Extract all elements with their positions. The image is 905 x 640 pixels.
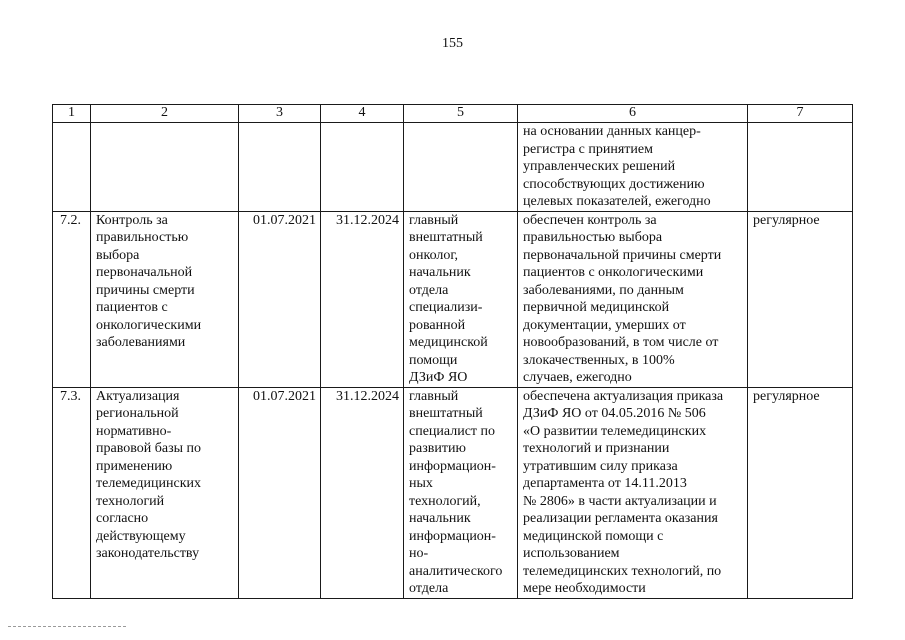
text-line: рованной: [409, 317, 466, 333]
text-line: ДЗиФ ЯО: [409, 370, 468, 385]
text-line: утратившим силу приказа: [523, 458, 678, 474]
type-cell: регулярное: [748, 211, 853, 387]
text-line: специализи-: [409, 300, 483, 315]
table-cell: [404, 123, 518, 212]
text-line: Актуализация: [96, 388, 180, 404]
end-date: 31.12.2024: [321, 211, 404, 387]
text-line: мере необходимости: [523, 581, 646, 596]
text-line: первичной медицинской: [523, 300, 670, 315]
text-line: причины смерти: [96, 282, 195, 298]
page-number: 155: [442, 36, 463, 51]
text-line: действующему: [96, 528, 186, 544]
table-cell: [239, 123, 321, 212]
result-cell: [518, 387, 748, 598]
text-line: № 2806» в части актуализации и: [523, 493, 717, 509]
table-row: [53, 211, 853, 387]
text-line: региональной: [96, 406, 179, 421]
text-line: на основании данных канцер-: [523, 124, 701, 139]
activity-name-cell: [91, 211, 239, 387]
text-line: онкологическими: [96, 317, 202, 333]
table-cell: [321, 123, 404, 212]
header-cell: 3: [239, 105, 321, 123]
text-line: главный: [409, 388, 459, 404]
text-line: целевых показателей, ежегодно: [523, 194, 711, 209]
text-line: реализации регламента оказания: [523, 511, 718, 526]
text-line: первоначальной: [96, 265, 193, 280]
text-line: информацион-: [409, 458, 496, 474]
text-line: правильностью выбора: [523, 230, 663, 245]
text-line: медицинской: [409, 335, 488, 350]
text-line: «О развитии телемедицинских: [523, 423, 707, 439]
end-date: 31.12.2024: [321, 387, 404, 598]
text-line: применению: [96, 458, 173, 474]
text-line: заболеваниями: [96, 335, 186, 350]
text-line: регистра с принятием: [523, 141, 653, 157]
text-line: технологий,: [409, 493, 481, 509]
text-line: правовой базы по: [96, 441, 201, 456]
text-line: ных: [409, 476, 433, 491]
text-line: телемедицинских технологий, по: [523, 563, 722, 579]
text-line: пациентов с онкологическими: [523, 265, 704, 280]
text-line: способствующих достижению: [523, 176, 705, 192]
text-line: внештатный: [409, 230, 483, 245]
text-line: внештатный: [409, 406, 483, 421]
header-cell: 6: [518, 105, 748, 123]
text-line: новообразований, в том числе от: [523, 335, 719, 350]
text-line: использованием: [523, 546, 620, 561]
table-row: [53, 387, 853, 598]
text-line: начальник: [409, 265, 471, 280]
result-cell: [518, 211, 748, 387]
table-cell: [53, 123, 91, 212]
header-cell: 4: [321, 105, 404, 123]
text-line: технологий: [96, 493, 165, 509]
text-line: департамента от 14.11.2013: [523, 476, 687, 491]
text-line: медицинской помощи с: [523, 528, 664, 544]
header-cell: 2: [91, 105, 239, 123]
text-line: согласно: [96, 511, 149, 526]
text-line: заболеваниями, по данным: [523, 282, 684, 298]
text-line: выбора: [96, 247, 140, 263]
text-line: информацион-: [409, 528, 496, 544]
text-line: пациентов с: [96, 300, 168, 315]
text-line: специалист по: [409, 423, 496, 439]
text-line: но-: [409, 546, 429, 561]
start-date: 01.07.2021: [239, 387, 321, 598]
header-cell: 5: [404, 105, 518, 123]
start-date: 01.07.2021: [239, 211, 321, 387]
text-line: отдела: [409, 581, 449, 596]
text-line: помощи: [409, 352, 458, 368]
responsible-cell: [404, 211, 518, 387]
text-line: технологий и признании: [523, 441, 670, 456]
table-cell: [748, 123, 853, 212]
continuation-row: [53, 123, 853, 212]
text-line: Контроль за: [96, 212, 168, 228]
row-number: 7.2.: [53, 211, 91, 387]
header-cell: 7: [748, 105, 853, 123]
row-number: 7.3.: [53, 387, 91, 598]
text-line: онколог,: [409, 247, 459, 263]
text-line: правильностью: [96, 230, 189, 245]
plan-table: [52, 104, 853, 599]
text-line: обеспечен контроль за: [523, 212, 657, 228]
responsible-cell: [404, 387, 518, 598]
footer-divider: [8, 626, 126, 627]
text-line: обеспечена актуализация приказа: [523, 388, 724, 404]
result-cell: [518, 123, 748, 212]
table-cell: [91, 123, 239, 212]
text-line: управленческих решений: [523, 159, 676, 174]
text-line: главный: [409, 212, 459, 228]
text-line: развитию: [409, 441, 466, 456]
type-cell: регулярное: [748, 387, 853, 598]
text-line: злокачественных, в 100%: [523, 352, 675, 368]
text-line: первоначальной причины смерти: [523, 247, 722, 263]
activity-name-cell: [91, 387, 239, 598]
text-line: нормативно-: [96, 423, 172, 439]
text-line: случаев, ежегодно: [523, 370, 632, 385]
text-line: документации, умерших от: [523, 317, 686, 333]
text-line: ДЗиФ ЯО от 04.05.2016 № 506: [523, 406, 706, 421]
text-line: законодательству: [96, 546, 200, 561]
table-header-row: [53, 105, 853, 123]
text-line: начальник: [409, 511, 471, 526]
text-line: телемедицинских: [96, 476, 202, 491]
text-line: аналитического: [409, 563, 503, 579]
header-cell: 1: [53, 105, 91, 123]
text-line: отдела: [409, 282, 449, 298]
